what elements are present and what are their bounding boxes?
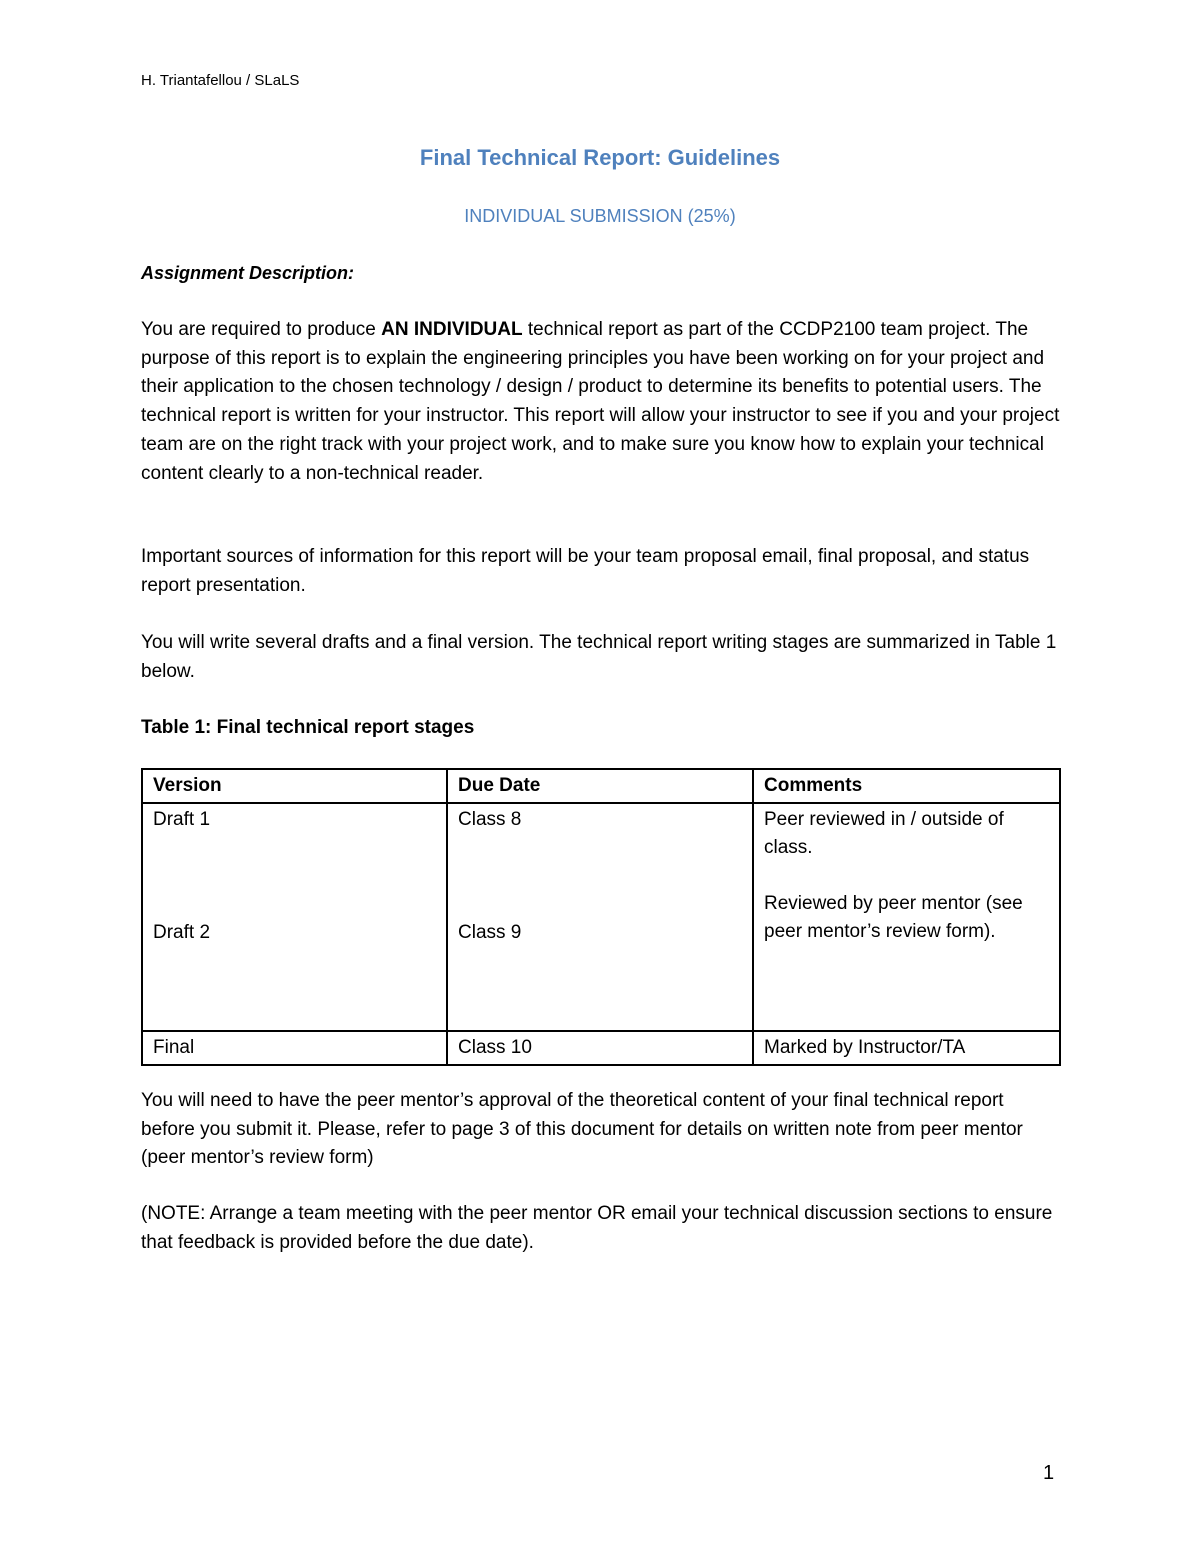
paragraph-intro-start: You are required to produce	[141, 319, 382, 340]
table-header-comments: Comments	[753, 769, 1060, 803]
assignment-description-label: Assignment Description:	[141, 263, 355, 283]
final-due: Class 10	[447, 1031, 753, 1065]
paragraph-sources: Important sources of information for this report will be your team proposal email, final proposal, and status report presentation.	[141, 546, 1030, 596]
running-header: H. Triantafellou / SLaLS	[141, 72, 300, 89]
table-header-row	[142, 769, 1060, 803]
draft2-due: Class 9	[458, 922, 522, 943]
paragraph-intro	[141, 316, 1061, 488]
paragraph-approval: You will need to have the peer mentor’s approval of the theoretical content of your final technical report before you submit it. Please, refer to page 3 of this document for details on written note from peer mentor (peer mentor’s review form)	[141, 1090, 1023, 1169]
draft2-comment: Reviewed by peer mentor (see peer mentor’s review form).	[764, 893, 1023, 942]
draft1-due: Class 8	[458, 809, 522, 830]
table-caption: Table 1: Final technical report stages	[141, 717, 475, 738]
paragraph-drafts: You will write several drafts and a final version. The technical report writing stages are summarized in Table 1 below.	[141, 632, 1057, 682]
draft1-comment: Peer reviewed in / outside of class.	[764, 809, 1004, 858]
table-cell-comments	[753, 803, 1060, 1031]
final-version: Final	[142, 1031, 447, 1065]
paragraph-intro-bold: AN INDIVIDUAL	[381, 319, 523, 340]
table-header-due-date: Due Date	[447, 769, 753, 803]
table-cell-due	[447, 803, 753, 1031]
paragraph-intro-end: technical report as part of the CCDP2100 team project. The purpose of this report is to explain the engineering principles you have been working on for your project and their application to the chosen technology / design / product to determine its benefits to potential users. The technical report is written for your instructor. This report will allow your instructor to see if you and your project team are on the right track with your project work, and to make sure you know how to explain your technical content clearly to a non-technical reader.	[141, 319, 1060, 484]
table-cell-version	[142, 803, 447, 1031]
document-title: Final Technical Report: Guidelines	[419, 145, 781, 170]
page-number: 1	[1043, 1462, 1055, 1484]
stages-table	[141, 768, 1061, 1066]
draft1-version: Draft 1	[153, 809, 211, 830]
table-header-version: Version	[142, 769, 447, 803]
final-comment: Marked by Instructor/TA	[753, 1031, 1060, 1065]
draft2-version: Draft 2	[153, 922, 211, 943]
document-subtitle: INDIVIDUAL SUBMISSION (25%)	[464, 206, 736, 226]
paragraph-note: (NOTE: Arrange a team meeting with the peer mentor OR email your technical discussion sections to ensure that feedback is provided before the due date).	[141, 1203, 1053, 1253]
table-row	[142, 1031, 1060, 1065]
table-row	[142, 803, 1060, 1031]
